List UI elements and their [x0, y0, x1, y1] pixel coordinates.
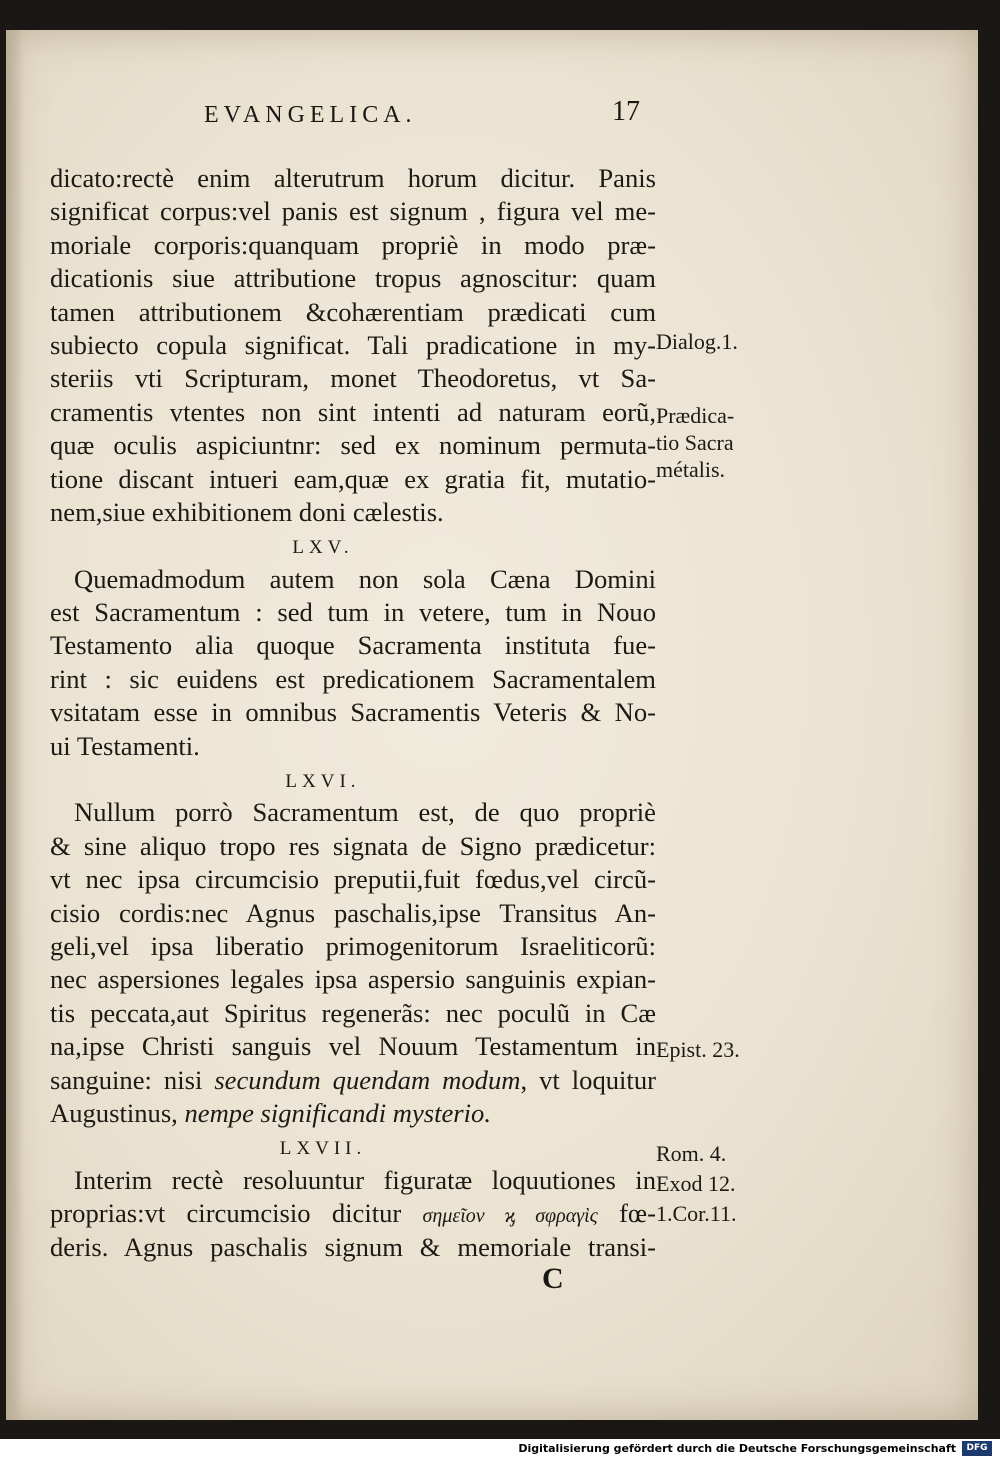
- text-line: quæ oculis aspiciuntnr: sed ex nominum permuta-: [50, 430, 656, 461]
- margin-note-epist: Epist. 23.: [656, 1037, 740, 1062]
- margin-note-praedicatio: métalis.: [656, 457, 726, 482]
- text-line: moriale corporis:quanquam propriè in modo præ-: [50, 229, 656, 260]
- text-line: tione discant intueri eam,quæ ex gratia fit, mutatio-: [50, 463, 656, 494]
- text-line: Quemadmodum autem non sola Cæna Domini: [74, 563, 656, 594]
- margin-note-rom: Rom. 4.: [656, 1141, 727, 1166]
- text-line-mixed: [50, 1097, 656, 1130]
- footer-bar: [0, 1439, 1000, 1459]
- greek-run: σημεῖον ϗ σφραγὶς: [422, 1205, 598, 1228]
- italic-run: nempe significandi mysterio.: [184, 1097, 491, 1128]
- text-run: proprias:vt circumcisio dicitur: [50, 1198, 423, 1229]
- text-line: steriis vti Scripturam, monet Theodoretus, vt Sa-: [50, 363, 656, 394]
- text-line: dicationis siue attributione tropus agnoscitur: quam: [50, 263, 656, 294]
- section-heading-lxv: LXV.: [292, 537, 354, 559]
- text-line: Nullum porrò Sacramentum est, de quo propriè: [74, 797, 656, 828]
- text-line: cramentis vtentes non sint intenti ad naturam eorũ,: [50, 396, 656, 427]
- text-run: sanguine: nisi: [50, 1064, 215, 1095]
- text-line: est Sacramentum : sed tum in vetere, tum in Nouo: [50, 597, 656, 628]
- margin-note-praedicatio: tio Sacra: [656, 430, 734, 455]
- text-line: deris. Agnus paschalis signum & memoriale transi-: [50, 1231, 656, 1262]
- text-line: Testamento alia quoque Sacramenta instituta fue-: [50, 630, 656, 661]
- running-head: EVANGELICA.: [204, 102, 417, 128]
- text-line-mixed: [50, 1064, 656, 1097]
- text-run: fœ-: [597, 1198, 656, 1229]
- text-run: Augustinus,: [50, 1097, 185, 1128]
- text-line: ui Testamenti.: [50, 730, 200, 761]
- text-line: dicato:rectè enim alterutrum horum dicitur. Panis: [50, 163, 656, 193]
- text-line: significat corpus:vel panis est signum , figura vel me-: [50, 196, 656, 227]
- main-text-block: [50, 162, 656, 1264]
- margin-note-exod: Exod 12.: [656, 1171, 736, 1196]
- book-page: [6, 30, 978, 1420]
- text-line: tamen attributionem &cohærentiam prædicati cum: [50, 296, 656, 327]
- section-heading-lxvii: LXVII.: [279, 1138, 367, 1160]
- text-line: nem,siue exhibitionem doni cælestis.: [50, 496, 444, 527]
- section-heading-lxvi: LXVI.: [285, 771, 361, 793]
- italic-run: secundum quendam modum: [214, 1064, 521, 1095]
- text-line: na,ipse Christi sanguis vel Nouum Testamentum in: [50, 1031, 656, 1062]
- page-number: 17: [612, 96, 640, 127]
- text-line: rint : sic euidens est predicationem Sacramentalem: [50, 663, 656, 694]
- margin-note-dialog: Dialog.1.: [656, 329, 738, 354]
- funding-credit: Digitalisierung gefördert durch die Deutsche Forschungsgemeinschaft: [518, 1442, 956, 1455]
- text-run: , vt loquitur: [520, 1064, 656, 1095]
- text-line: vt nec ipsa circumcisio preputii,fuit fœdus,vel circũ-: [50, 864, 656, 895]
- dfg-logo: DFG: [962, 1441, 992, 1456]
- page-gutter-shadow: [6, 30, 24, 1420]
- margin-note-cor: 1.Cor.11.: [656, 1201, 737, 1226]
- text-line: subiecto copula significat. Tali pradicatione in my-: [50, 329, 656, 360]
- catchword-signature: C: [542, 1262, 564, 1295]
- page-header: [6, 96, 978, 142]
- margin-note-praedicatio: Prædica-: [656, 403, 735, 428]
- text-line: tis peccata,aut Spiritus regenerãs: nec poculũ in Cæ: [50, 997, 656, 1028]
- text-line: Interim rectè resoluuntur figuratæ loquutiones in: [74, 1164, 656, 1195]
- text-line-mixed: [50, 1197, 656, 1230]
- text-line: & sine aliquo tropo res signata de Signo prædicetur:: [50, 830, 656, 861]
- text-line: vsitatam esse in omnibus Sacramentis Veteris & No-: [50, 697, 656, 728]
- text-line: geli,vel ipsa liberatio primogenitorum Israeliticorũ:: [50, 930, 656, 961]
- text-line: cisio cordis:nec Agnus paschalis,ipse Transitus An-: [50, 897, 656, 928]
- text-line: nec aspersiones legales ipsa aspersio sanguinis expian-: [50, 964, 656, 995]
